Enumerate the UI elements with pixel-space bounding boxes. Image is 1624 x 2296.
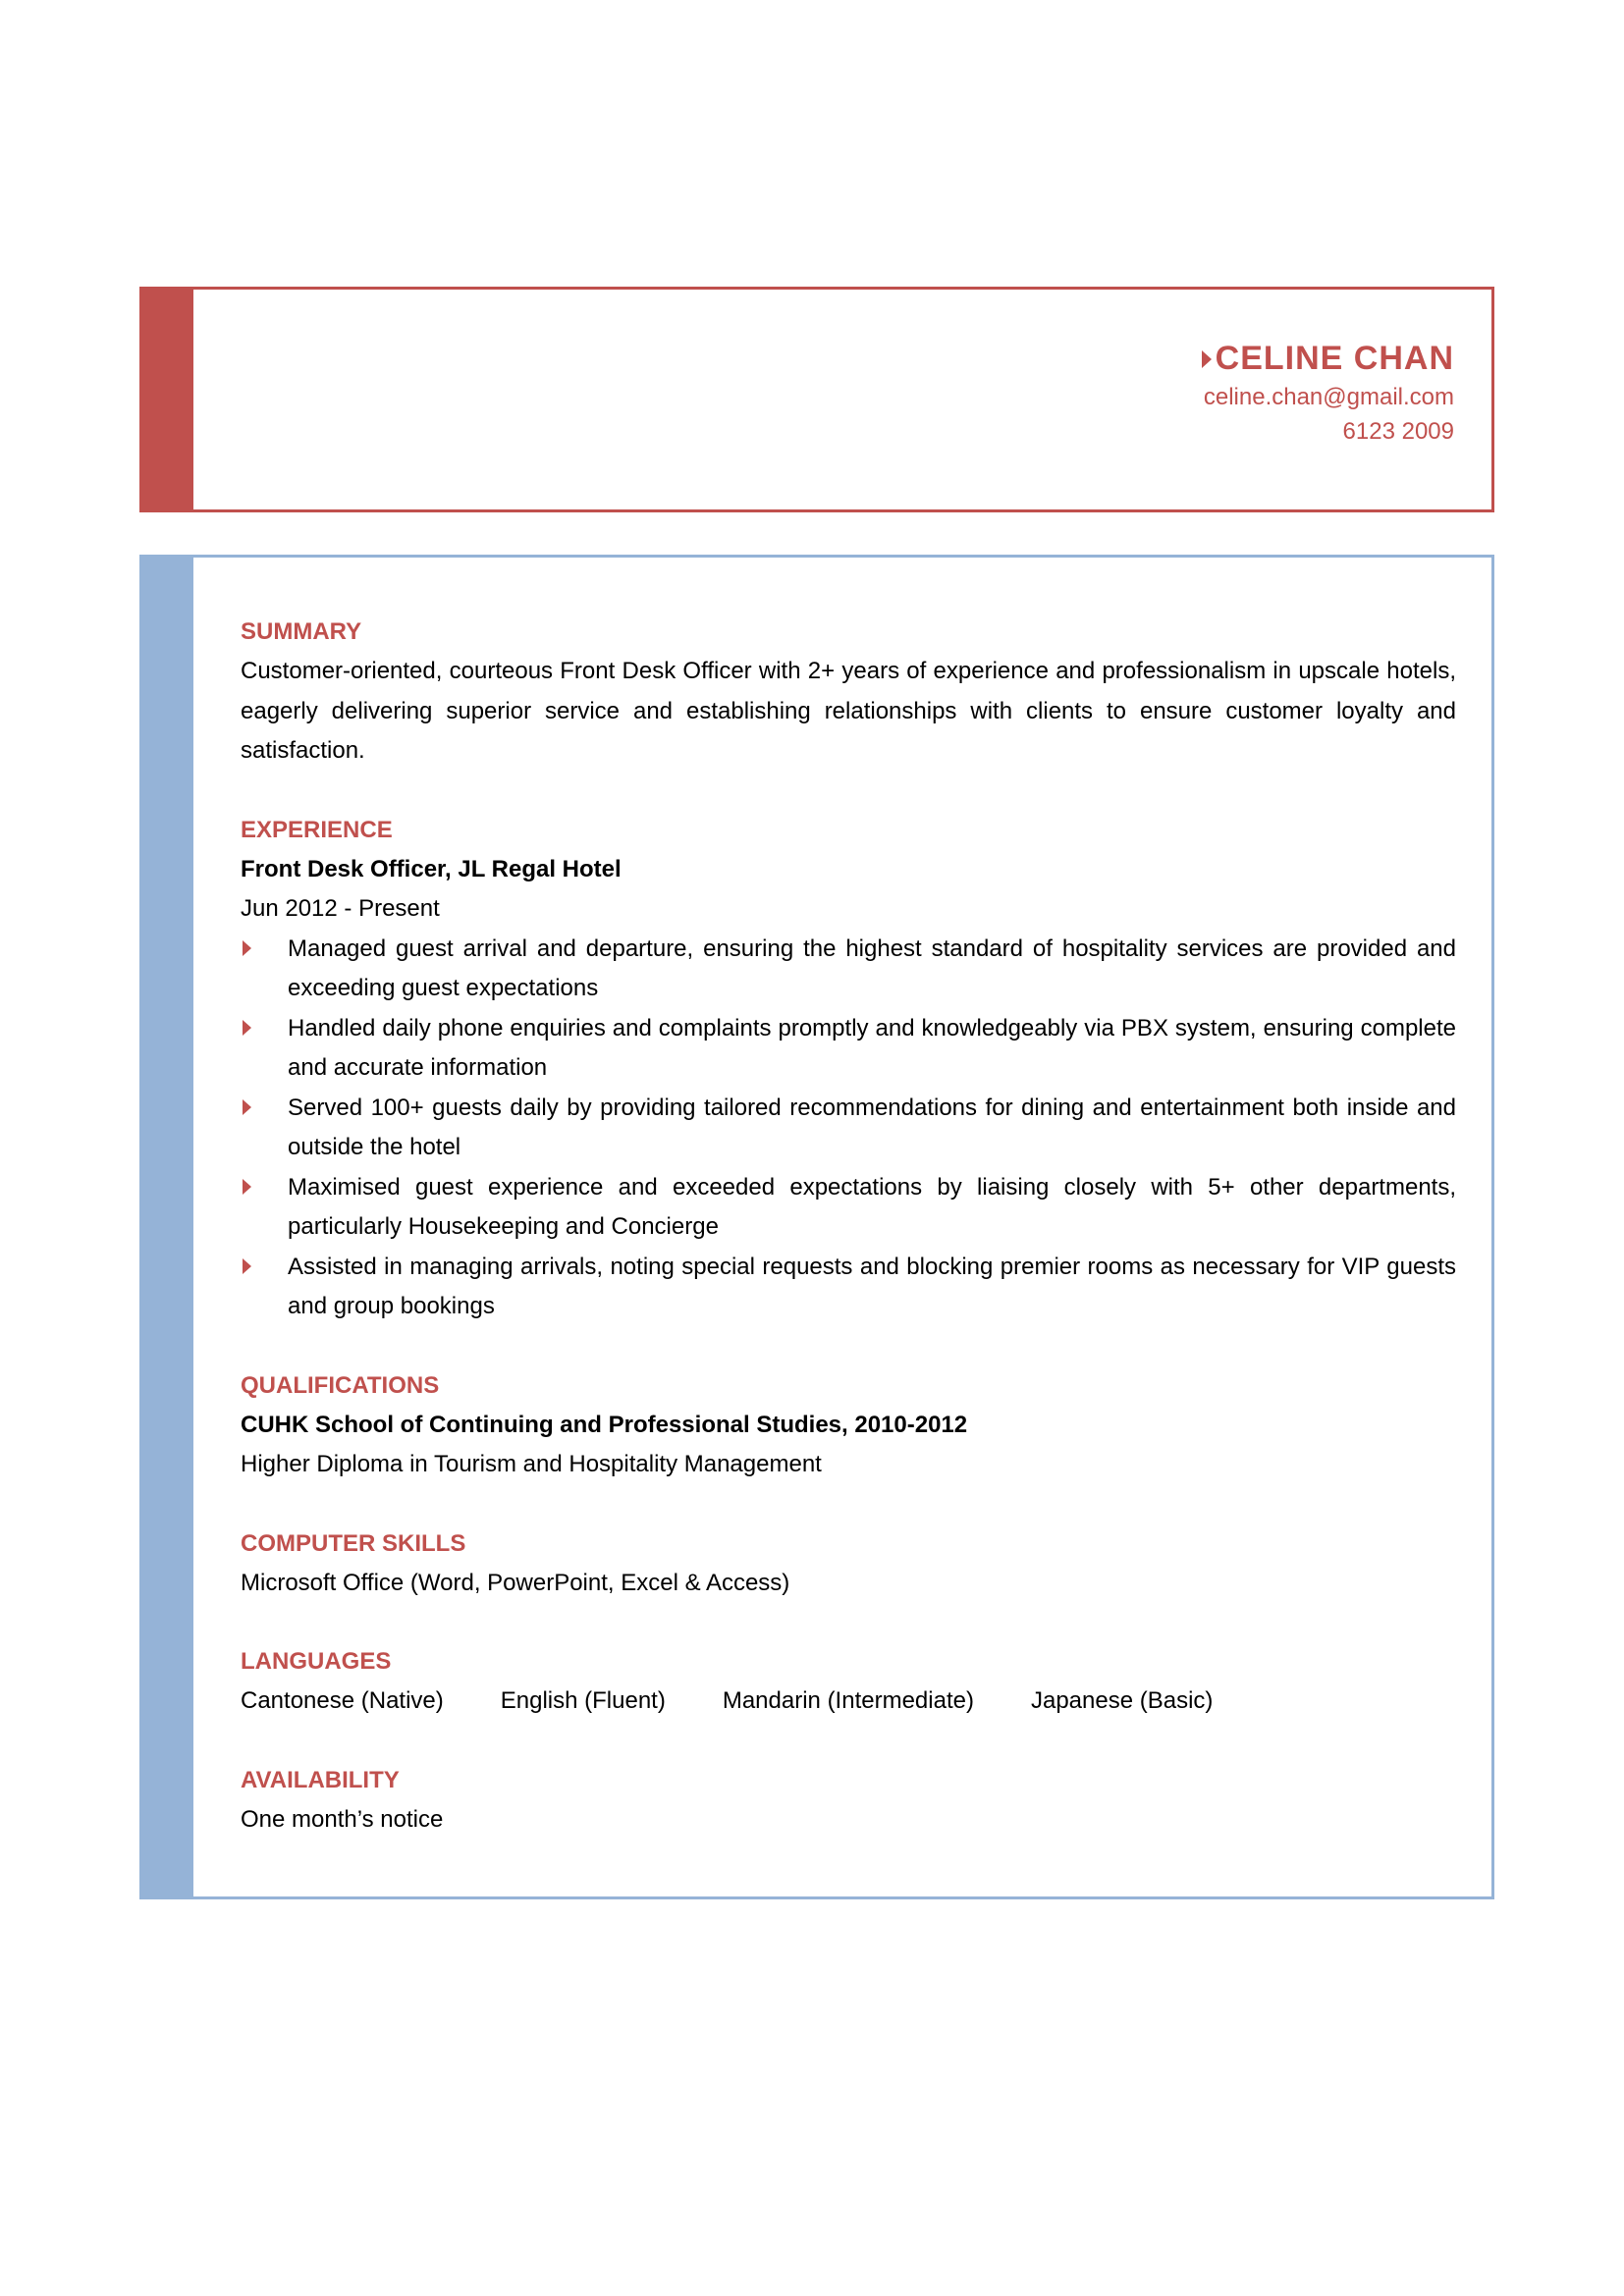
experience-heading: EXPERIENCE	[241, 816, 393, 843]
language-item: Japanese (Basic)	[1030, 1687, 1214, 1714]
bullet-arrow-icon	[243, 1020, 251, 1036]
body-box	[139, 555, 1494, 1899]
bullet-text: Assisted in managing arrivals, noting special requests and blocking premier rooms as necessary for VIP guests and group bookings	[288, 1253, 1456, 1319]
list-item	[241, 1168, 1456, 1248]
bullet-arrow-icon	[243, 1179, 251, 1195]
arrow-right-icon	[1202, 350, 1212, 368]
body-content	[241, 613, 1456, 1879]
languages-heading: LANGUAGES	[241, 1648, 392, 1675]
availability-text: One month’s notice	[241, 1805, 444, 1833]
summary-heading: SUMMARY	[241, 618, 362, 645]
computer-skills-section	[241, 1524, 1456, 1604]
header-content	[1202, 337, 1454, 449]
bullet-arrow-icon	[243, 1099, 251, 1115]
candidate-name: CELINE CHAN	[1215, 340, 1454, 377]
email: celine.chan@gmail.com	[1203, 384, 1454, 410]
bullet-text: Served 100+ guests daily by providing tailored recommendations for dining and entertainment both inside and outside the hotel	[288, 1094, 1456, 1160]
computer-skills-heading: COMPUTER SKILLS	[241, 1529, 466, 1557]
body-accent-bar	[142, 558, 193, 1896]
bullet-text: Managed guest arrival and departure, ensuring the highest standard of hospitality services are provided and exceeding guest expectations	[288, 934, 1456, 1001]
job-title: Front Desk Officer, JL Regal Hotel	[241, 855, 622, 882]
qualification-institution: CUHK School of Continuing and Professional Studies, 2010-2012	[241, 1411, 968, 1438]
list-item	[241, 930, 1456, 1009]
list-item	[241, 1009, 1456, 1089]
language-item: English (Fluent)	[500, 1687, 666, 1714]
bullet-arrow-icon	[243, 1258, 251, 1274]
phone: 6123 2009	[1342, 418, 1454, 445]
languages-list	[241, 1682, 1456, 1722]
header-accent-bar	[142, 290, 193, 509]
summary-section	[241, 613, 1456, 772]
experience-bullets	[241, 930, 1456, 1327]
availability-heading: AVAILABILITY	[241, 1766, 400, 1793]
candidate-name-line	[1202, 337, 1454, 380]
bullet-arrow-icon	[243, 940, 251, 956]
experience-section	[241, 811, 1456, 1327]
language-item: Cantonese (Native)	[241, 1687, 444, 1714]
bullet-text: Maximised guest experience and exceeded expectations by liaising closely with 5+ other departments, particularly Housekeeping and Concierge	[288, 1173, 1456, 1240]
computer-skills-text: Microsoft Office (Word, PowerPoint, Excel & Access)	[241, 1569, 790, 1596]
language-item: Mandarin (Intermediate)	[722, 1687, 974, 1714]
qualifications-section	[241, 1366, 1456, 1485]
summary-text: Customer-oriented, courteous Front Desk Officer with 2+ years of experience and professionalism in upscale hotels, eagerly delivering superior service and establishing relationships with clients to ensure customer loyalty and satisfaction.	[241, 658, 1456, 764]
list-item	[241, 1089, 1456, 1168]
languages-section	[241, 1642, 1456, 1722]
bullet-text: Handled daily phone enquiries and complaints promptly and knowledgeably via PBX system, ensuring complete and accurate information	[288, 1014, 1456, 1081]
header-box	[139, 287, 1494, 512]
qualification-degree: Higher Diploma in Tourism and Hospitality Management	[241, 1451, 822, 1477]
list-item	[241, 1248, 1456, 1327]
availability-section	[241, 1761, 1456, 1841]
qualifications-heading: QUALIFICATIONS	[241, 1371, 440, 1399]
job-dates: Jun 2012 - Present	[241, 895, 440, 922]
